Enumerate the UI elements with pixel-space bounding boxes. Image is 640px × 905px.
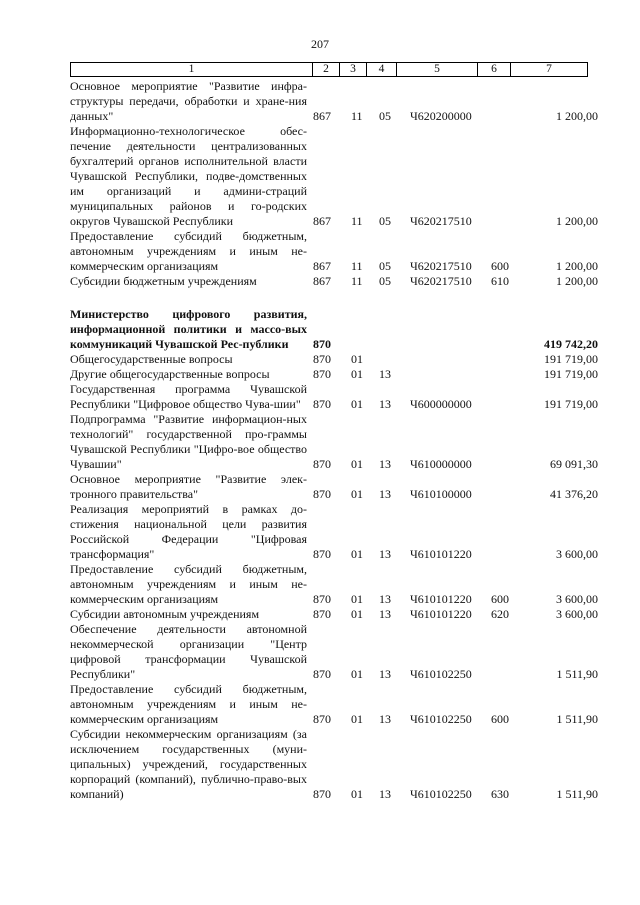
header-col-2: 2: [313, 63, 340, 77]
row-section-code: 01: [351, 607, 363, 621]
row-section-code: 11: [351, 214, 363, 228]
row-description: Субсидии автономным учреждениям: [70, 607, 260, 621]
row-ministry-code: 870: [313, 607, 331, 621]
row-subsection-code: 13: [379, 457, 391, 471]
row-target-article: Ч610000000: [410, 457, 472, 471]
row-target-article: Ч610100000: [410, 487, 472, 501]
row-subsection-code: 13: [379, 487, 391, 501]
table-row: [70, 367, 600, 382]
row-section-code: 11: [351, 109, 363, 123]
row-amount: 69 091,30: [550, 457, 598, 471]
row-description: Государственная программа Чувашской Республики "Цифровое общество Чува-шии": [70, 382, 307, 411]
page-number: 207: [311, 37, 329, 51]
row-subsection-code: 13: [379, 712, 391, 726]
row-amount: 191 719,00: [544, 352, 598, 366]
header-col-6: 6: [478, 63, 511, 77]
row-amount: 1 511,90: [556, 667, 598, 681]
row-ministry-code: 867: [313, 214, 331, 228]
row-section-code: 11: [351, 259, 363, 273]
row-target-article: Ч610101220: [410, 607, 472, 621]
row-amount: 191 719,00: [544, 367, 598, 381]
table-row: [70, 352, 600, 367]
row-section-code: 01: [351, 457, 363, 471]
row-target-article: Ч610101220: [410, 592, 472, 606]
table-row: [70, 472, 600, 502]
row-target-article: Ч610102250: [410, 667, 472, 681]
table-row: [70, 274, 600, 289]
row-description: Министерство цифрового развития, информационной политики и массо-вых коммуникаций Чувашской Рес-публики: [70, 307, 307, 351]
row-ministry-code: 870: [313, 547, 331, 561]
row-ministry-code: 867: [313, 259, 331, 273]
row-subsection-code: 13: [379, 592, 391, 606]
row-section-code: 01: [351, 397, 363, 411]
row-expense-type: 610: [491, 274, 509, 288]
section-spacer: [70, 289, 600, 307]
row-subsection-code: 05: [379, 109, 391, 123]
row-amount: 1 200,00: [556, 274, 598, 288]
row-description: Реализация мероприятий в рамках до-стижения национальной цели развития Российской Федерации "Цифровая трансформация": [70, 502, 307, 561]
table-row: [70, 607, 600, 622]
column-number-header: [70, 62, 588, 77]
header-col-1: 1: [71, 63, 313, 77]
header-col-5: 5: [397, 63, 478, 77]
table-row: [70, 124, 600, 229]
row-target-article: Ч600000000: [410, 397, 472, 411]
row-target-article: Ч610102250: [410, 712, 472, 726]
table-row: [70, 682, 600, 727]
table-row-ministry-total: [70, 307, 600, 352]
row-amount: 41 376,20: [550, 487, 598, 501]
header-col-7: 7: [511, 63, 588, 77]
row-expense-type: 600: [491, 592, 509, 606]
row-ministry-code: 870: [313, 592, 331, 606]
table-row: [70, 562, 600, 607]
row-description: Субсидии некоммерческим организациям (за исключением государственных (муни-ципальных) учреждений, государственных корпораций (компаний), публично-право-вых компаний): [70, 727, 307, 801]
row-amount: 191 719,00: [544, 397, 598, 411]
row-ministry-code: 867: [313, 109, 331, 123]
table-row: [70, 382, 600, 412]
row-description: Информационно-технологическое обес-печение деятельности централизованных бухгалтерий органов исполнительной власти Чувашской Республики, подве-домственных им организаций и админи-страций муниципальных районов и го-родских округов Чувашской Республики: [70, 124, 307, 228]
row-ministry-code: 870: [313, 337, 331, 351]
row-subsection-code: 13: [379, 547, 391, 561]
row-subsection-code: 13: [379, 397, 391, 411]
row-expense-type: 600: [491, 712, 509, 726]
row-subsection-code: 13: [379, 667, 391, 681]
row-subsection-code: 13: [379, 787, 391, 801]
row-amount: 3 600,00: [556, 592, 598, 606]
table-row: [70, 229, 600, 274]
row-target-article: Ч620217510: [410, 274, 472, 288]
row-description: Предоставление субсидий бюджетным, автономным учреждениям и иным не-коммерческим организациям: [70, 682, 307, 726]
header-col-3: 3: [340, 63, 367, 77]
budget-table-body: [70, 79, 600, 802]
row-amount: 3 600,00: [556, 607, 598, 621]
table-row: [70, 502, 600, 562]
row-section-code: 01: [351, 667, 363, 681]
table-row: [70, 412, 600, 472]
row-description: Другие общегосударственные вопросы: [70, 367, 270, 381]
table-row: [70, 622, 600, 682]
row-amount: 1 200,00: [556, 259, 598, 273]
row-description: Общегосударственные вопросы: [70, 352, 233, 366]
table-row: [70, 727, 600, 802]
row-section-code: 01: [351, 352, 363, 366]
row-subsection-code: 13: [379, 367, 391, 381]
row-description: Основное мероприятие "Развитие инфра-структуры передачи, обработки и хране-ния данных": [70, 79, 307, 123]
row-section-code: 11: [351, 274, 363, 288]
row-description: Основное мероприятие "Развитие элек-тронного правительства": [70, 472, 307, 501]
row-ministry-code: 870: [313, 397, 331, 411]
row-section-code: 01: [351, 712, 363, 726]
row-subsection-code: 05: [379, 214, 391, 228]
row-amount: 419 742,20: [544, 337, 598, 351]
row-expense-type: 620: [491, 607, 509, 621]
row-amount: 3 600,00: [556, 547, 598, 561]
row-amount: 1 511,90: [556, 787, 598, 801]
row-ministry-code: 870: [313, 352, 331, 366]
row-section-code: 01: [351, 367, 363, 381]
row-ministry-code: 870: [313, 367, 331, 381]
row-expense-type: 630: [491, 787, 509, 801]
row-target-article: Ч620200000: [410, 109, 472, 123]
row-section-code: 01: [351, 547, 363, 561]
row-subsection-code: 05: [379, 274, 391, 288]
row-ministry-code: 867: [313, 274, 331, 288]
row-description: Предоставление субсидий бюджетным, автономным учреждениям и иным не-коммерческим организациям: [70, 562, 307, 606]
row-section-code: 01: [351, 787, 363, 801]
row-target-article: Ч620217510: [410, 214, 472, 228]
row-amount: 1 200,00: [556, 109, 598, 123]
table-row: [70, 79, 600, 124]
row-target-article: Ч620217510: [410, 259, 472, 273]
row-ministry-code: 870: [313, 712, 331, 726]
row-description: Подпрограмма "Развитие информацион-ных технологий" государственной про-граммы Чувашской Республики "Цифро-вое общество Чувашии": [70, 412, 307, 471]
row-target-article: Ч610101220: [410, 547, 472, 561]
row-ministry-code: 870: [313, 787, 331, 801]
row-target-article: Ч610102250: [410, 787, 472, 801]
row-ministry-code: 870: [313, 457, 331, 471]
row-ministry-code: 870: [313, 487, 331, 501]
row-description: Субсидии бюджетным учреждениям: [70, 274, 257, 288]
row-section-code: 01: [351, 487, 363, 501]
row-amount: 1 200,00: [556, 214, 598, 228]
row-subsection-code: 05: [379, 259, 391, 273]
row-amount: 1 511,90: [556, 712, 598, 726]
row-description: Предоставление субсидий бюджетным, автономным учреждениям и иным не-коммерческим организациям: [70, 229, 307, 273]
row-expense-type: 600: [491, 259, 509, 273]
row-ministry-code: 870: [313, 667, 331, 681]
row-subsection-code: 13: [379, 607, 391, 621]
row-section-code: 01: [351, 592, 363, 606]
row-description: Обеспечение деятельности автономной некоммерческой организации "Центр цифровой трансформации Чувашской Республики": [70, 622, 307, 681]
header-col-4: 4: [367, 63, 397, 77]
